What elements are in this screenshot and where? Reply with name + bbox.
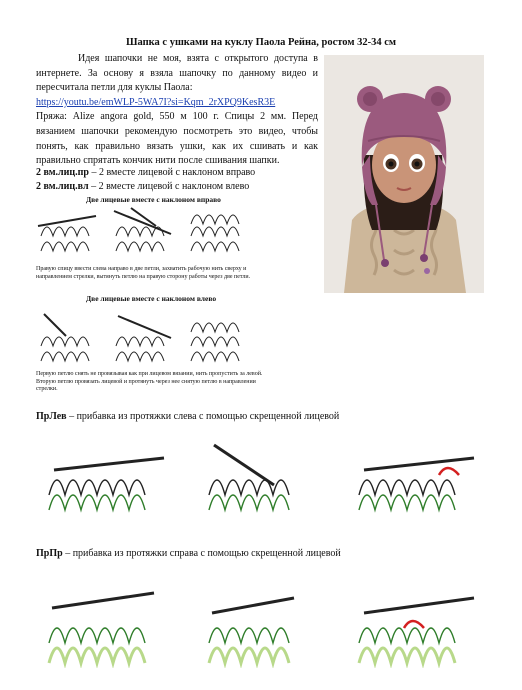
doll-illustration <box>324 55 484 293</box>
diagram-note: Правую спицу ввести слева направо в две петли, захватить рабочую нить сверху и направлением стрелки, вытянуть петлю на правую сторону работы через две петли. <box>36 266 251 280</box>
abbreviation-right <box>36 167 255 178</box>
intro-text <box>36 52 318 169</box>
abbreviation-code: 2 вм.лиц.пр <box>36 167 89 178</box>
abbreviation-text: – 2 вместе лицевой с наклоном влево <box>88 181 250 192</box>
abbreviation-text: – 2 вместе лицевой с наклоном вправо <box>89 167 256 178</box>
section-code: ПрПр <box>36 548 63 559</box>
increase-left-diagram <box>44 440 514 520</box>
page-title: Шапка с ушками на куклу Паола Рейна, ростом 32-34 см <box>125 37 397 48</box>
diagram-caption: Две лицевые вместе с наклоном вправо <box>86 195 221 204</box>
section-label-right-increase <box>36 548 341 559</box>
diagram-note: Первую петлю снять не провязывая как при лицевом вязании, нить пропустить за левой. Вторую петлю провязать лицевой и протянуть через нее снятую петлю в направлении стрелки. <box>36 371 263 392</box>
section-label-left-increase <box>36 411 339 422</box>
intro-paragraph-2: Пряжа: Alize angora gold, 550 м 100 г. Спицы 2 мм. Перед вязанием шапочки рекомендую посмотреть это видео, чтобы понять, как правильно вязать ушки, как их сшивать и как правильно спрятать кончик нити после сшивания шапки. <box>36 111 318 167</box>
knit-diagram-right-slant <box>36 206 266 256</box>
abbreviation-code: 2 вм.лиц.вл <box>36 181 89 192</box>
section-text: – прибавка из протяжки слева с помощью скрещенной лицевой <box>66 411 340 422</box>
doll-photo <box>324 55 484 293</box>
increase-right-diagram <box>44 588 514 668</box>
knit-diagram-left-slant <box>36 306 266 366</box>
abbreviation-left <box>36 181 249 192</box>
diagram-caption: Две лицевые вместе с наклоном влево <box>86 294 217 303</box>
video-link[interactable]: https://youtu.be/emWLP-5WA7I?si=Kqm_2rXPQ9KesR3E <box>36 96 276 108</box>
section-text: – прибавка из протяжки справа с помощью скрещенной лицевой <box>62 548 341 559</box>
intro-paragraph-1: Идея шапочки не моя, взята с открытого доступа в интернете. За основу я взяла шапочку по данному видео и пересчитала петли для куклы Паола: <box>36 53 318 94</box>
section-code: ПрЛев <box>36 411 67 422</box>
